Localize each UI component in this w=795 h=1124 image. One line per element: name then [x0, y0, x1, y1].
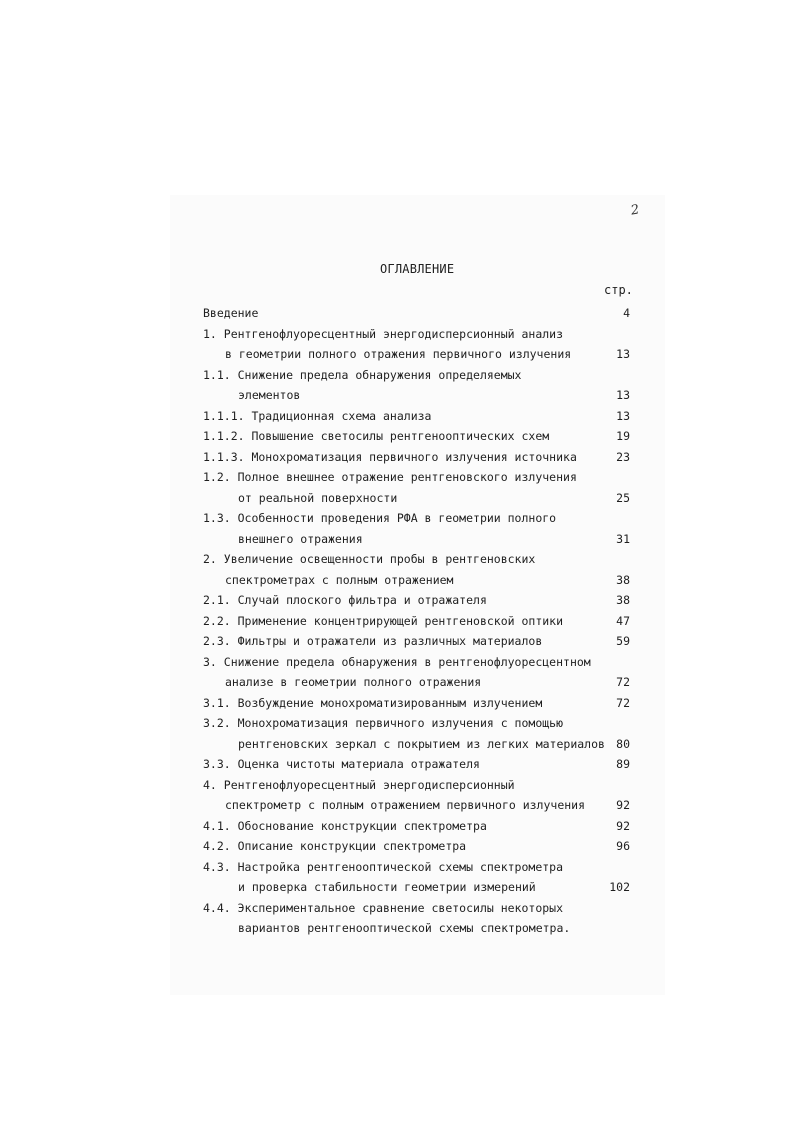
toc-entry	[203, 652, 630, 673]
toc-entry-page: 92	[616, 798, 630, 812]
toc-entry	[203, 426, 630, 447]
handwritten-page-number: 2	[629, 202, 641, 219]
toc-entry	[203, 365, 630, 386]
toc-entry-title: 1.2. Полное внешнее отражение рентгеновского излучения	[203, 470, 577, 484]
toc-entry-title: 1.1.2. Повышение светосилы рентгенооптических схем	[203, 429, 550, 443]
toc-entry-page: 4	[623, 306, 630, 320]
toc-entry-page: 80	[616, 736, 630, 751]
toc-entry-page: 102	[609, 880, 630, 894]
toc-entry-page: 38	[616, 572, 630, 587]
toc-entry-title: 2.2. Применение концентрирующей рентгеновской оптики	[203, 613, 564, 628]
toc-entry-title: 4. Рентгенофлуоресцентный энергодисперсионный	[203, 777, 515, 792]
toc-entry	[203, 406, 630, 427]
toc-entry	[203, 836, 630, 857]
toc-entry-title: 4.4. Экспериментальное сравнение светосилы некоторых	[203, 900, 564, 915]
toc-entry	[203, 590, 630, 611]
toc-entry	[203, 324, 630, 345]
toc-entry	[203, 795, 630, 816]
toc-entry-page: 31	[616, 531, 630, 546]
toc-entry-title: 4.2. Описание конструкции спектрометра	[203, 839, 467, 853]
toc-entry	[203, 488, 630, 509]
toc-entry-page: 92	[616, 818, 630, 833]
toc-entry-page: 25	[616, 490, 630, 505]
page-column-label: стр.	[604, 283, 633, 297]
toc-entry-page: 72	[616, 675, 630, 689]
toc-entry	[203, 918, 630, 939]
toc-entry	[203, 570, 630, 591]
toc-entry-title: 1.1.1. Традиционная схема анализа	[203, 408, 432, 423]
toc-entry	[203, 672, 630, 693]
toc-entry-page: 13	[616, 388, 630, 402]
toc-entry	[203, 857, 630, 878]
toc-entry	[203, 775, 630, 796]
toc-entry-title: 3.1. Возбуждение монохроматизированным излучением	[203, 695, 543, 710]
page-title: ОГЛАВЛЕНИЕ	[380, 262, 455, 276]
toc-entry-title: 3.2. Монохроматизация первичного излучения с помощью	[203, 716, 564, 730]
toc-entry-page: 59	[616, 634, 630, 648]
toc-entry-page: 72	[616, 695, 630, 710]
toc-entry-title: Введение	[203, 306, 259, 320]
toc-entry	[203, 898, 630, 919]
toc-entry-title: внешнего отражения	[238, 531, 363, 546]
toc-entry-title: 2. Увеличение освещенности пробы в рентгеновских	[203, 552, 536, 566]
toc-entry	[203, 385, 630, 406]
toc-entry-page: 47	[616, 613, 630, 628]
toc-entry-title: 3.3. Оценка чистоты материала отражателя	[203, 757, 480, 771]
toc-entry	[203, 754, 630, 775]
toc-entry	[203, 508, 630, 529]
toc-entry	[203, 611, 630, 632]
toc-entry-title: вариантов рентгенооптической схемы спектрометра.	[238, 921, 571, 935]
toc-entry-page: 13	[616, 347, 630, 361]
toc-entry	[203, 549, 630, 570]
toc-entry-title: в геометрии полного отражения первичного излучения	[225, 347, 572, 361]
toc-entry-title: спектрометрах с полным отражением	[225, 572, 454, 587]
toc-entry	[203, 529, 630, 550]
toc-entry-title: 4.1. Обоснование конструкции спектрометра	[203, 818, 487, 833]
toc-entry	[203, 816, 630, 837]
toc-entry-title: спектрометр с полным отражением первичного излучения	[225, 798, 586, 812]
toc-entry-page: 89	[616, 757, 630, 771]
toc-entry	[203, 344, 630, 365]
toc-entry	[203, 303, 630, 324]
table-of-contents	[203, 303, 630, 939]
toc-entry-title: 1. Рентгенофлуоресцентный энергодисперсионный анализ	[203, 326, 564, 341]
toc-entry	[203, 734, 630, 755]
toc-entry-title: 1.1. Снижение предела обнаружения определяемых	[203, 367, 522, 382]
toc-entry-title: рентгеновских зеркал с покрытием из легких материалов	[238, 736, 605, 751]
toc-entry	[203, 877, 630, 898]
toc-entry	[203, 467, 630, 488]
toc-entry-title: анализе в геометрии полного отражения	[225, 675, 482, 689]
toc-entry-page: 19	[616, 429, 630, 443]
toc-entry-title: 2.3. Фильтры и отражатели из различных материалов	[203, 634, 543, 648]
toc-entry-title: 1.1.3. Монохроматизация первичного излучения источника	[203, 449, 577, 464]
toc-entry-title: 3. Снижение предела обнаружения в рентгенофлуоресцентном	[203, 654, 591, 669]
toc-entry-title: 1.3. Особенности проведения РФА в геометрии полного	[203, 511, 557, 525]
toc-entry-page: 96	[616, 839, 630, 853]
toc-entry-title: элементов	[238, 388, 301, 402]
toc-entry	[203, 631, 630, 652]
toc-entry-title: 4.3. Настройка рентгенооптической схемы спектрометра	[203, 859, 564, 874]
toc-entry-title: от реальной поверхности	[238, 490, 398, 505]
toc-entry-page: 23	[616, 449, 630, 464]
toc-entry-title: 2.1. Случай плоского фильтра и отражателя	[203, 593, 487, 607]
toc-entry-page: 13	[616, 408, 630, 423]
toc-entry	[203, 713, 630, 734]
toc-entry	[203, 693, 630, 714]
toc-entry-title: и проверка стабильности геометрии измерений	[238, 880, 536, 894]
toc-entry-page: 38	[616, 593, 630, 607]
toc-entry	[203, 447, 630, 468]
